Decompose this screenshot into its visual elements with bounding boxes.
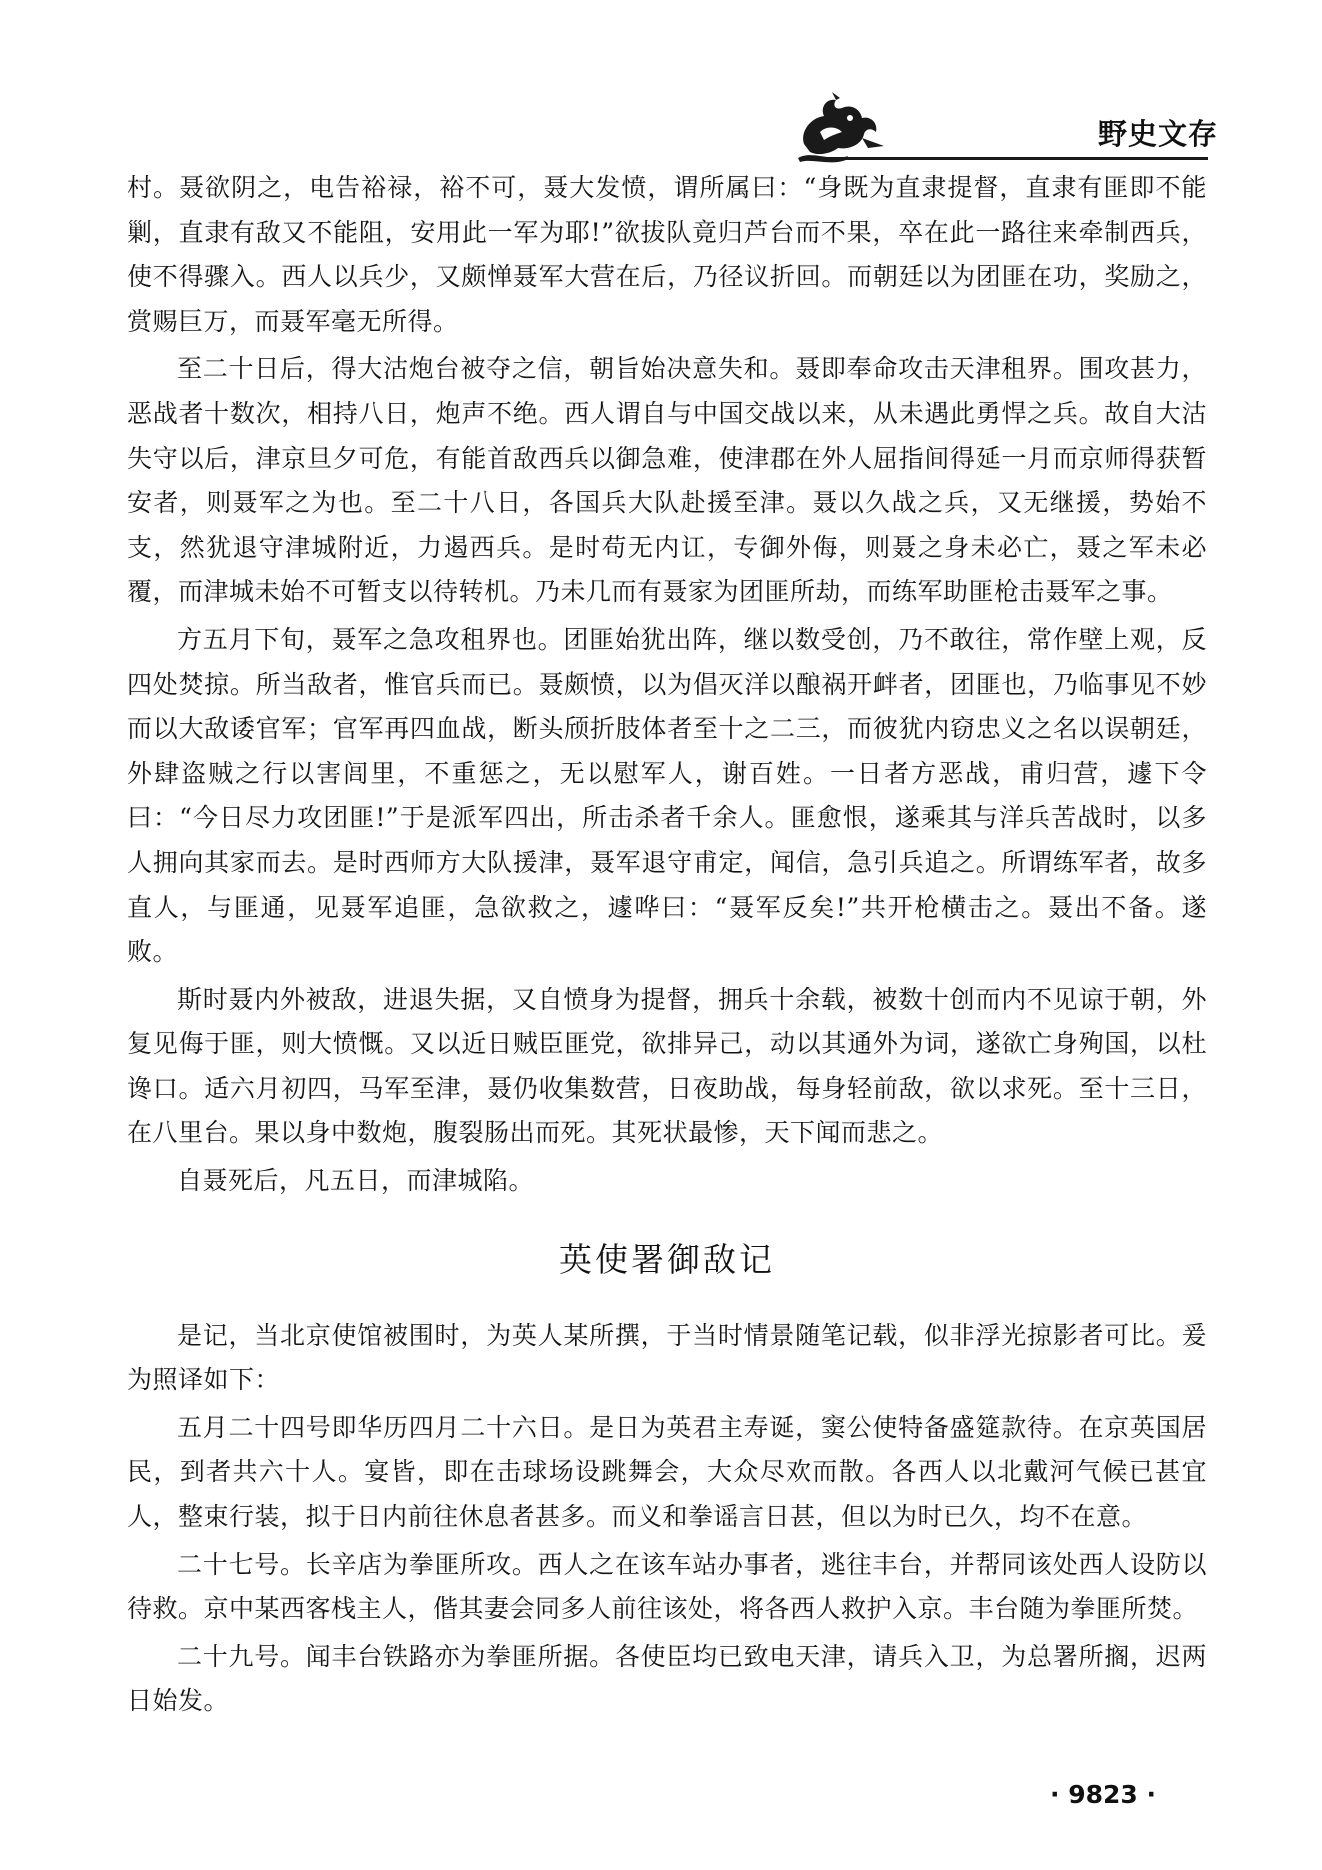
paragraph: 二十九号。闻丰台铁路亦为拳匪所据。各使臣均已致电天津，请兵入卫，为总署所搁，迟两日始发。 (127, 1641, 1207, 1716)
running-header (0, 0, 1322, 165)
paragraph: 方五月下旬，聂军之急攻租界也。团匪始犹出阵，继以数受创，乃不敢往，常作壁上观，反四处焚掠。所当敌者，惟官兵而已。聂颇愤，以为倡灭洋以酿祸开衅者，团匪也，乃临事见不妙而以大敌诿官军；官军再四血战，断头颀折肢体者至十之二三，而彼犹内窃忠义之名以误朝廷，外肆盗贼之行以害闾里，不重惩之，无以慰军人，谢百姓。一日者方恶战，甫归营，遽下令曰：“今日尽力攻团匪!”于是派军四出，所击杀者千余人。匪愈恨，遂乘其与洋兵苦战时，以多人拥向其家而去。是时西师方大队援津，聂军退守甫定，闻信，急引兵追之。所谓练军者，故多直人，与匪通，见聂军追匪，急欲救之，遽哗曰：“聂军反矣!”共开枪横击之。聂出不备。遂败。 (127, 624, 1207, 967)
paragraph: 至二十日后，得大沽炮台被夺之信，朝旨始决意失和。聂即奉命攻击天津租界。围攻甚力，恶战者十数次，相持八日，炮声不绝。西人谓自与中国交战以来，从未遇此勇悍之兵。故自大沽失守以后，津京旦夕可危，有能首敌西兵以御急难，使津郡在外人屈指间得延一月而京师得获暂安者，则聂军之为也。至二十八日，各国兵大队赴援至津。聂以久战之兵，又无继援，势始不支，然犹退守津城附近，力遏西兵。是时苟无内讧，专御外侮，则聂之身未必亡，聂之军未必覆，而津城未始不可暂支以待转机。乃未几而有聂家为团匪所劫，而练军助匪枪击聂军之事。 (127, 354, 1207, 607)
paragraph: 斯时聂内外被敌，进退失据，又自愤身为提督，拥兵十余载，被数十创而内不见谅于朝，外复见侮于匪，则大愤慨。又以近日贼臣匪党，欲排异己，动以其通外为词，遂欲亡身殉国，以杜谗口。适六月初四，马军至津，聂仍收集数营，日夜助战，每身轻前敌，欲以求死。至十三日，在八里台。果以身中数炮，腹裂肠出而死。其死状最惨，天下闻而悲之。 (127, 984, 1207, 1148)
paragraph: 二十七号。长辛店为拳匪所攻。西人之在该车站办事者，逃往丰台，并帮同该处西人设防以待救。京中某西客栈主人，偕其妻会同多人前往该处，将各西人救护入京。丰台随为拳匪所焚。 (127, 1549, 1207, 1624)
running-header-title: 野史文存 (1098, 117, 1219, 151)
paragraph: 五月二十四号即华历四月二十六日。是日为英君主寿诞，窦公使特备盛筵款待。在京英国居民，到者共六十人。宴皆，即在击球场设跳舞会，大众尽欢而散。各西人以北戴河气候已甚宜人，整束行装，拟于日内前往休息者甚多。而义和拳谣言日甚，但以为时已久，均不在意。 (127, 1412, 1207, 1532)
paragraph: 村。聂欲阴之，电告裕禄，裕不可，聂大发愤，谓所属曰：“身既为直隶提督，直隶有匪即不能剿，直隶有敌又不能阻，安用此一军为耶!”欲拔队竟归芦台而不果，卒在此一路往来牵制西兵，使不得骤入。西人以兵少，又颇惮聂军大营在后，乃径议折回。而朝廷以为团匪在功，奖励之，赏赐巨万，而聂军毫无所得。 (127, 173, 1207, 336)
paragraph: 是记，当北京使馆被围时，为英人某所撰，于当时情景随笔记载，似非浮光掠影者可比。爰为照译如下： (127, 1320, 1207, 1395)
paragraph: 自聂死后，凡五日，而津城陷。 (177, 1166, 535, 1196)
dragon-logo-icon (790, 88, 890, 166)
page-body (127, 166, 1207, 1727)
page-number: · 9823 · (1050, 1780, 1156, 1809)
section-title: 英使署御敌记 (559, 1239, 775, 1279)
header-rule (826, 157, 1208, 160)
